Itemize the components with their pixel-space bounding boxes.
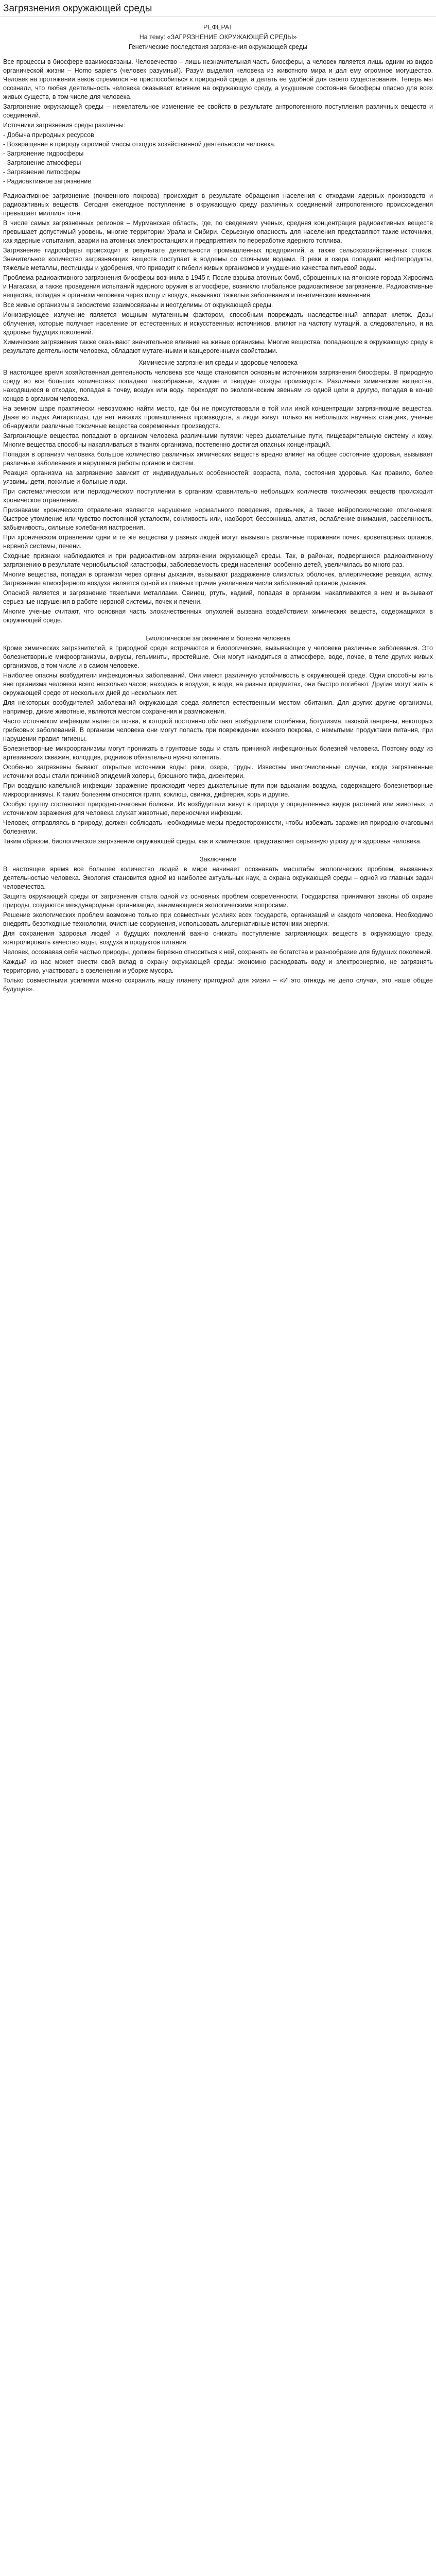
paragraph: При хроническом отравлении одни и те же вещества у разных людей могут вызывать различные поражения почек, кроветворных органов, нервной системы, печени.: [3, 534, 433, 550]
paragraph: Все живые организмы в экосистеме взаимосвязаны и неотделимы от окружающей среды.: [3, 301, 273, 309]
paragraph: Решение экологических проблем возможно только при совместных усилиях всех государств, организаций и каждого человека. Необходимо внедрять безотходные технологии, очистные сооружения, использовать альтернативные источники энергии.: [3, 911, 433, 927]
page-title: Загрязнения окружающей среды: [0, 0, 436, 17]
paragraph: Только совместными усилиями можно сохранить нашу планету пригодной для жизни – «И это отнюдь не дело случая, это наше общее будущее».: [3, 977, 433, 993]
paragraph: Источники загрязнения среды различны:: [3, 122, 126, 129]
paragraph: Попадая в организм человека большое количество различных химических веществ вредно влияет на общее состояние здоровья, вызывает различные заболевания и нарушения работы органов и систем.: [3, 451, 433, 467]
list-item: - Загрязнение гидросферы: [3, 150, 84, 157]
body-section-1: [3, 192, 433, 355]
paragraph: В настоящее время все большее количество людей в мире начинает осознавать масштабы экологических проблем, вызванных деятельностью человека. Экология становится одной из наиболее актуальных наук, а охрана окружающей среды – одной из главных задач человечества.: [3, 866, 433, 890]
paragraph: Многие вещества, попадая в организм через органы дыхания, вызывают раздражение слизистых оболочек, аллергические реакции, астму. Загрязнение атмосферного воздуха является одной из главных причин увеличения числа заболеваний органов дыхания.: [3, 571, 433, 587]
paragraph: Особенно загрязнены бывают открытые источники воды: реки, озера, пруды. Известны многочисленные случаи, когда загрязненные источники воды стали причиной эпидемий холеры, брюшного тифа, дизентерии.: [3, 764, 433, 779]
paragraph: Все процессы в биосфере взаимосвязаны. Человечество – лишь незначительная часть биосферы, а человек является лишь одним из видов органической жизни – Homo sapiens (человек разумный). Разум выделил человека из животного мира и дал ему огромное могущество. Человек на протяжении веков стремился не приспособиться к природной среде, а делать ее удобной для своего существования. Теперь мы осознали, что любая деятельность человека оказывает влияние на окружающую среду, а ухудшение состояния биосферы опасно для всех живых существ, в том числе для человека.: [3, 58, 433, 100]
list-item: - Добыча природных ресурсов: [3, 131, 94, 139]
paragraph: При воздушно-капельной инфекции заражение происходит через дыхательные пути при вдыхании воздуха, содержащего болезнетворные микроорганизмы. К таким болезням относятся грипп, коклюш, свинка, дифтерия, корь и другие.: [3, 782, 433, 798]
list-item: - Загрязнение атмосферы: [3, 159, 81, 166]
subtitle: Генетические последствия загрязнения окружающей среды: [128, 43, 308, 50]
list-item: - Радиоактивное загрязнение: [3, 178, 92, 185]
topic-line: На тему: «ЗАГРЯЗНЕНИЕ ОКРУЖАЮЩЕЙ СРЕДЫ»: [139, 33, 297, 41]
body-section-3: [3, 644, 433, 846]
paragraph: На земном шаре практически невозможно найти место, где бы не присутствовали в той или иной концентрации загрязняющие вещества. Даже во льдах Антарктиды, где нет никаких промышленных производств, а люди живут только на небольших научных станциях, ученые обнаружили различные токсичные вещества современных производств.: [3, 405, 433, 430]
paragraph: Таким образом, биологическое загрязнение окружающей среды, как и химическое, представляет серьезную угрозу для здоровья человека.: [3, 838, 422, 845]
section-heading-biological: Биологическое загрязнение и болезни человека: [146, 635, 290, 642]
paragraph: Человек, отправляясь в природу, должен соблюдать необходимые меры предосторожности, чтобы избежать заражения природно-очаговыми болезнями.: [3, 819, 433, 835]
paragraph: Каждый из нас может внести свой вклад в охрану окружающей среды: экономно расходовать воду и электроэнергию, не загрязнять территорию, участвовать в озеленении и уборке мусора.: [3, 958, 433, 974]
paragraph: Для некоторых возбудителей заболеваний окружающая среда является естественным местом обитания. Для других другие организмы, например, дикие животные, являются местом сохранения и размножения.: [3, 699, 433, 715]
paragraph: Проблема радиоактивного загрязнения биосферы возникла в 1945 г. После взрыва атомных бомб, сброшенных на японские города Хиросима и Нагасаки, а также проведения испытаний ядерного оружия в атмосфере, возникло глобальное радиоактивное загрязнение. Радиоактивные вещества, попадая в организм человека через пищу и воздух, вызывают тяжелые заболевания и генетические изменения.: [3, 274, 433, 299]
list-item: - Загрязнение литосферы: [3, 168, 81, 176]
document-body: [0, 17, 436, 1005]
paragraph: Человек, осознавая себя частью природы, должен бережно относиться к ней, сохранять ее богатства и разнообразие для будущих поколений.: [3, 948, 432, 956]
paragraph: Кроме химических загрязнителей, в природной среде встречаются и биологические, вызывающие у человека различные заболевания. Это болезнетворные микроорганизмы, вирусы, гельминты, простейшие. Они могут находиться в атмосфере, воде, почве, в теле других живых организмов, в том числе и в самом человеке.: [3, 645, 433, 669]
section-heading-conclusion: Заключение: [200, 856, 236, 863]
paragraph: При систематическом или периодическом поступлении в организм сравнительно небольших количеств токсических веществ происходит хроническое отравление.: [3, 488, 433, 504]
paragraph: Для сохранения здоровья людей и будущих поколений важно снижать поступление загрязняющих веществ в окружающую среду, контролировать качество воды, воздуха и продуктов питания.: [3, 930, 433, 946]
paragraph: Загрязнение гидросферы происходит в результате деятельности промышленных предприятий, а также сельскохозяйственных стоков. Значительное количество загрязняющих веществ поступает в водоемы со сточными водами. В реки и озера попадают нефтепродукты, тяжелые металлы, пестициды и удобрения, что приводит к гибели живых организмов и ухудшению качества питьевой воды.: [3, 247, 433, 272]
paragraph: Признаками хронического отравления являются нарушение нормального поведения, привычек, а также нейропсихические отклонения: быстрое утомление или чувство постоянной усталости, сонливость или, наоборот, бессонница, апатия, ослабление внимания, рассеянность, забывчивость, сильные колебания настроения.: [3, 506, 433, 531]
paragraph: Многие ученые считают, что основная часть злокачественных опухолей вызвана воздействием химических веществ, содержащихся в окружающей среде.: [3, 608, 433, 624]
paragraph: Наиболее опасны возбудители инфекционных заболеваний. Они имеют различную устойчивость в окружающей среде. Одни способны жить вне организма человека всего несколько часов; находясь в воздухе, в воде, на разных предметах, они быстро погибают. Другие могут жить в окружающей среде от нескольких дней до нескольких лет.: [3, 672, 433, 697]
paragraph: Защита окружающей среды от загрязнения стала одной из основных проблем современности. Государства принимают законы об охране природы, создаются международные организации, занимающиеся экологическими вопросами.: [3, 893, 433, 909]
sources-list: [3, 131, 433, 186]
paragraph: Химические загрязнения также оказывают значительное влияние на живые организмы. Многие вещества, попадающие в окружающую среду в результате деятельности человека, обладают мутагенными и канцерогенными свойствами.: [3, 338, 433, 354]
paragraph: Часто источником инфекции является почва, в которой постоянно обитают возбудители столбняка, ботулизма, газовой гангрены, некоторых грибковых заболеваний. В организм человека они могут попасть при повреждении кожного покрова, с немытыми продуктами питания, при нарушении правил гигиены.: [3, 718, 433, 742]
section-heading-chemical: Химические загрязнения среды и здоровье человека: [138, 359, 298, 366]
paragraph: Загрязняющие вещества попадают в организм человека различными путями: через дыхательные пути, пищеварительную систему и кожу. Многие вещества способны накапливаться в тканях организма, постепенно достигая опасных концентраций.: [3, 432, 433, 448]
paragraph: Опасной является и загрязнение тяжелыми металлами. Свинец, ртуть, кадмий, попадая в организм, накапливаются в нем и вызывают серьезные нарушения в работе нервной системы, почек и печени.: [3, 589, 433, 605]
paragraph: Реакция организма на загрязнение зависит от индивидуальных особенностей: возраста, пола, состояния здоровья. Как правило, более уязвимы дети, пожилые и больные люди.: [3, 469, 433, 485]
paragraph: Сходные признаки наблюдаются и при радиоактивном загрязнении окружающей среды. Так, в районах, подвергшихся радиоактивному загрязнению в результате чернобыльской катастрофы, заболеваемость среди населения особенно детей, увеличилась во много раз.: [3, 552, 433, 568]
intro-section: [3, 58, 433, 130]
paragraph: Болезнетворные микроорганизмы могут проникать в грунтовые воды и стать причиной инфекционных болезней человека. Поэтому воду из артезианских скважин, колодцев, родников обязательно нужно кипятить.: [3, 745, 433, 761]
paragraph: Радиоактивное загрязнение (почвенного покрова) происходит в результате обращения населения с отходами ядерных производств и радиоактивных веществ. Сегодня ежегодное поступление в окружающую среду различных соединений антропогенного происхождения превышает миллион тонн.: [3, 192, 433, 217]
paragraph: Ионизирующее излучение является мощным мутагенным фактором, способным повреждать наследственный аппарат клеток. Дозы облучения, которые получает население от естественных и искусственных источников, влияют на частоту мутаций, а следовательно, и на здоровье будущих поколений.: [3, 311, 433, 336]
paragraph: В числе самых загрязненных регионов – Мурманская область, где, по сведениям ученых, средняя концентрация радиоактивных веществ превышает допустимый уровень, многие территории Урала и Сибири. Серьезную опасность для населения представляют такие источники, как ядерные испытания, аварии на атомных электростанциях и предприятиях по переработке ядерного топлива.: [3, 219, 433, 244]
referat-label: РЕФЕРАТ: [203, 24, 233, 31]
paragraph: Загрязнение окружающей среды – нежелательное изменение ее свойств в результате антропогенного поступления различных веществ и соединений.: [3, 103, 433, 119]
body-section-4: [3, 865, 433, 994]
paragraph: В настоящее время хозяйственная деятельность человека все чаще становится основным источником загрязнения биосферы. В природную среду во все больших количествах попадают газообразные, жидкие и твердые отходы производств. Различные химические вещества, находящиеся в отходах, попадая в почву, воздух или воду, переходят по экологическим звеньям из одной цепи в другую, попадая в конце концов в организм человека.: [3, 369, 433, 402]
list-item: - Возвращение в природу огромной массы отходов хозяйственной деятельности человека.: [3, 141, 276, 148]
paragraph: Особую группу составляют природно-очаговые болезни. Их возбудители живут в природе у определенных видов растений или животных, и источником заражения для человека служат животные, переносчики инфекции.: [3, 801, 433, 817]
body-section-2: [3, 368, 433, 625]
